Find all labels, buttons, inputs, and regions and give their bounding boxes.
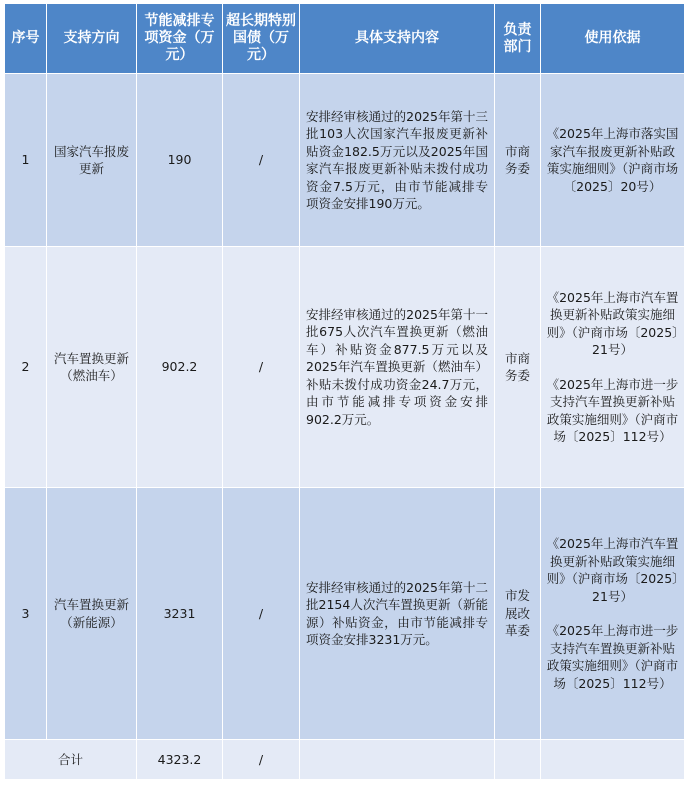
row-bond: /	[223, 74, 300, 247]
row-energy-fund: 3231	[137, 488, 223, 740]
header-basis: 使用依据	[541, 4, 685, 74]
row-content: 安排经审核通过的2025年第十一批675人次汽车置换更新（燃油车）补贴资金877.5万元以及2025年汽车置换更新（燃油车）补贴未拨付成功资金24.7万元，由市节能减排专项资金安排902.2万元。	[300, 247, 495, 488]
row-department: 市商务委	[495, 247, 541, 488]
row-energy-fund: 190	[137, 74, 223, 247]
header-bond: 超长期特别国债（万元）	[223, 4, 300, 74]
basis-item: 《2025年上海市进一步支持汽车置换更新补贴政策实施细则》（沪商市场〔2025〕112号）	[546, 623, 679, 691]
row-direction: 汽车置换更新（新能源）	[47, 488, 137, 740]
row-basis	[541, 247, 685, 488]
basis-item: 《2025年上海市落实国家汽车报废更新补贴政策实施细则》（沪商市场〔2025〕20号）	[546, 126, 679, 194]
basis-item: 《2025年上海市进一步支持汽车置换更新补贴政策实施细则》（沪商市场〔2025〕112号）	[546, 376, 679, 444]
row-direction: 国家汽车报废更新	[47, 74, 137, 247]
header-row	[5, 4, 685, 74]
row-department: 市商务委	[495, 74, 541, 247]
row-seq: 1	[5, 74, 47, 247]
row-content: 安排经审核通过的2025年第十二批2154人次汽车置换更新（新能源）补贴资金，由市节能减排专项资金安排3231万元。	[300, 488, 495, 740]
table-row	[5, 488, 685, 740]
total-energy-fund: 4323.2	[137, 740, 223, 780]
row-bond: /	[223, 247, 300, 488]
total-content	[300, 740, 495, 780]
total-label: 合计	[5, 740, 137, 780]
header-seq: 序号	[5, 4, 47, 74]
table-row	[5, 74, 685, 247]
row-content: 安排经审核通过的2025年第十三批103人次国家汽车报废更新补贴资金182.5万元以及2025年国家汽车报废更新补贴未拨付成功资金7.5万元，由市节能减排专项资金安排190万元。	[300, 74, 495, 247]
basis-item: 《2025年上海市汽车置换更新补贴政策实施细则》（沪商市场〔2025〕21号）	[546, 536, 679, 604]
total-row	[5, 740, 685, 780]
subsidy-table	[4, 3, 685, 780]
total-department	[495, 740, 541, 780]
header-department: 负责部门	[495, 4, 541, 74]
row-basis	[541, 488, 685, 740]
row-basis	[541, 74, 685, 247]
header-content: 具体支持内容	[300, 4, 495, 74]
basis-item: 《2025年上海市汽车置换更新补贴政策实施细则》（沪商市场〔2025〕21号）	[546, 289, 679, 357]
header-direction: 支持方向	[47, 4, 137, 74]
row-seq: 3	[5, 488, 47, 740]
row-department: 市发展改革委	[495, 488, 541, 740]
total-basis	[541, 740, 685, 780]
row-energy-fund: 902.2	[137, 247, 223, 488]
total-bond: /	[223, 740, 300, 780]
table-row	[5, 247, 685, 488]
header-energy-fund: 节能减排专项资金（万元）	[137, 4, 223, 74]
row-direction: 汽车置换更新（燃油车）	[47, 247, 137, 488]
row-seq: 2	[5, 247, 47, 488]
row-bond: /	[223, 488, 300, 740]
